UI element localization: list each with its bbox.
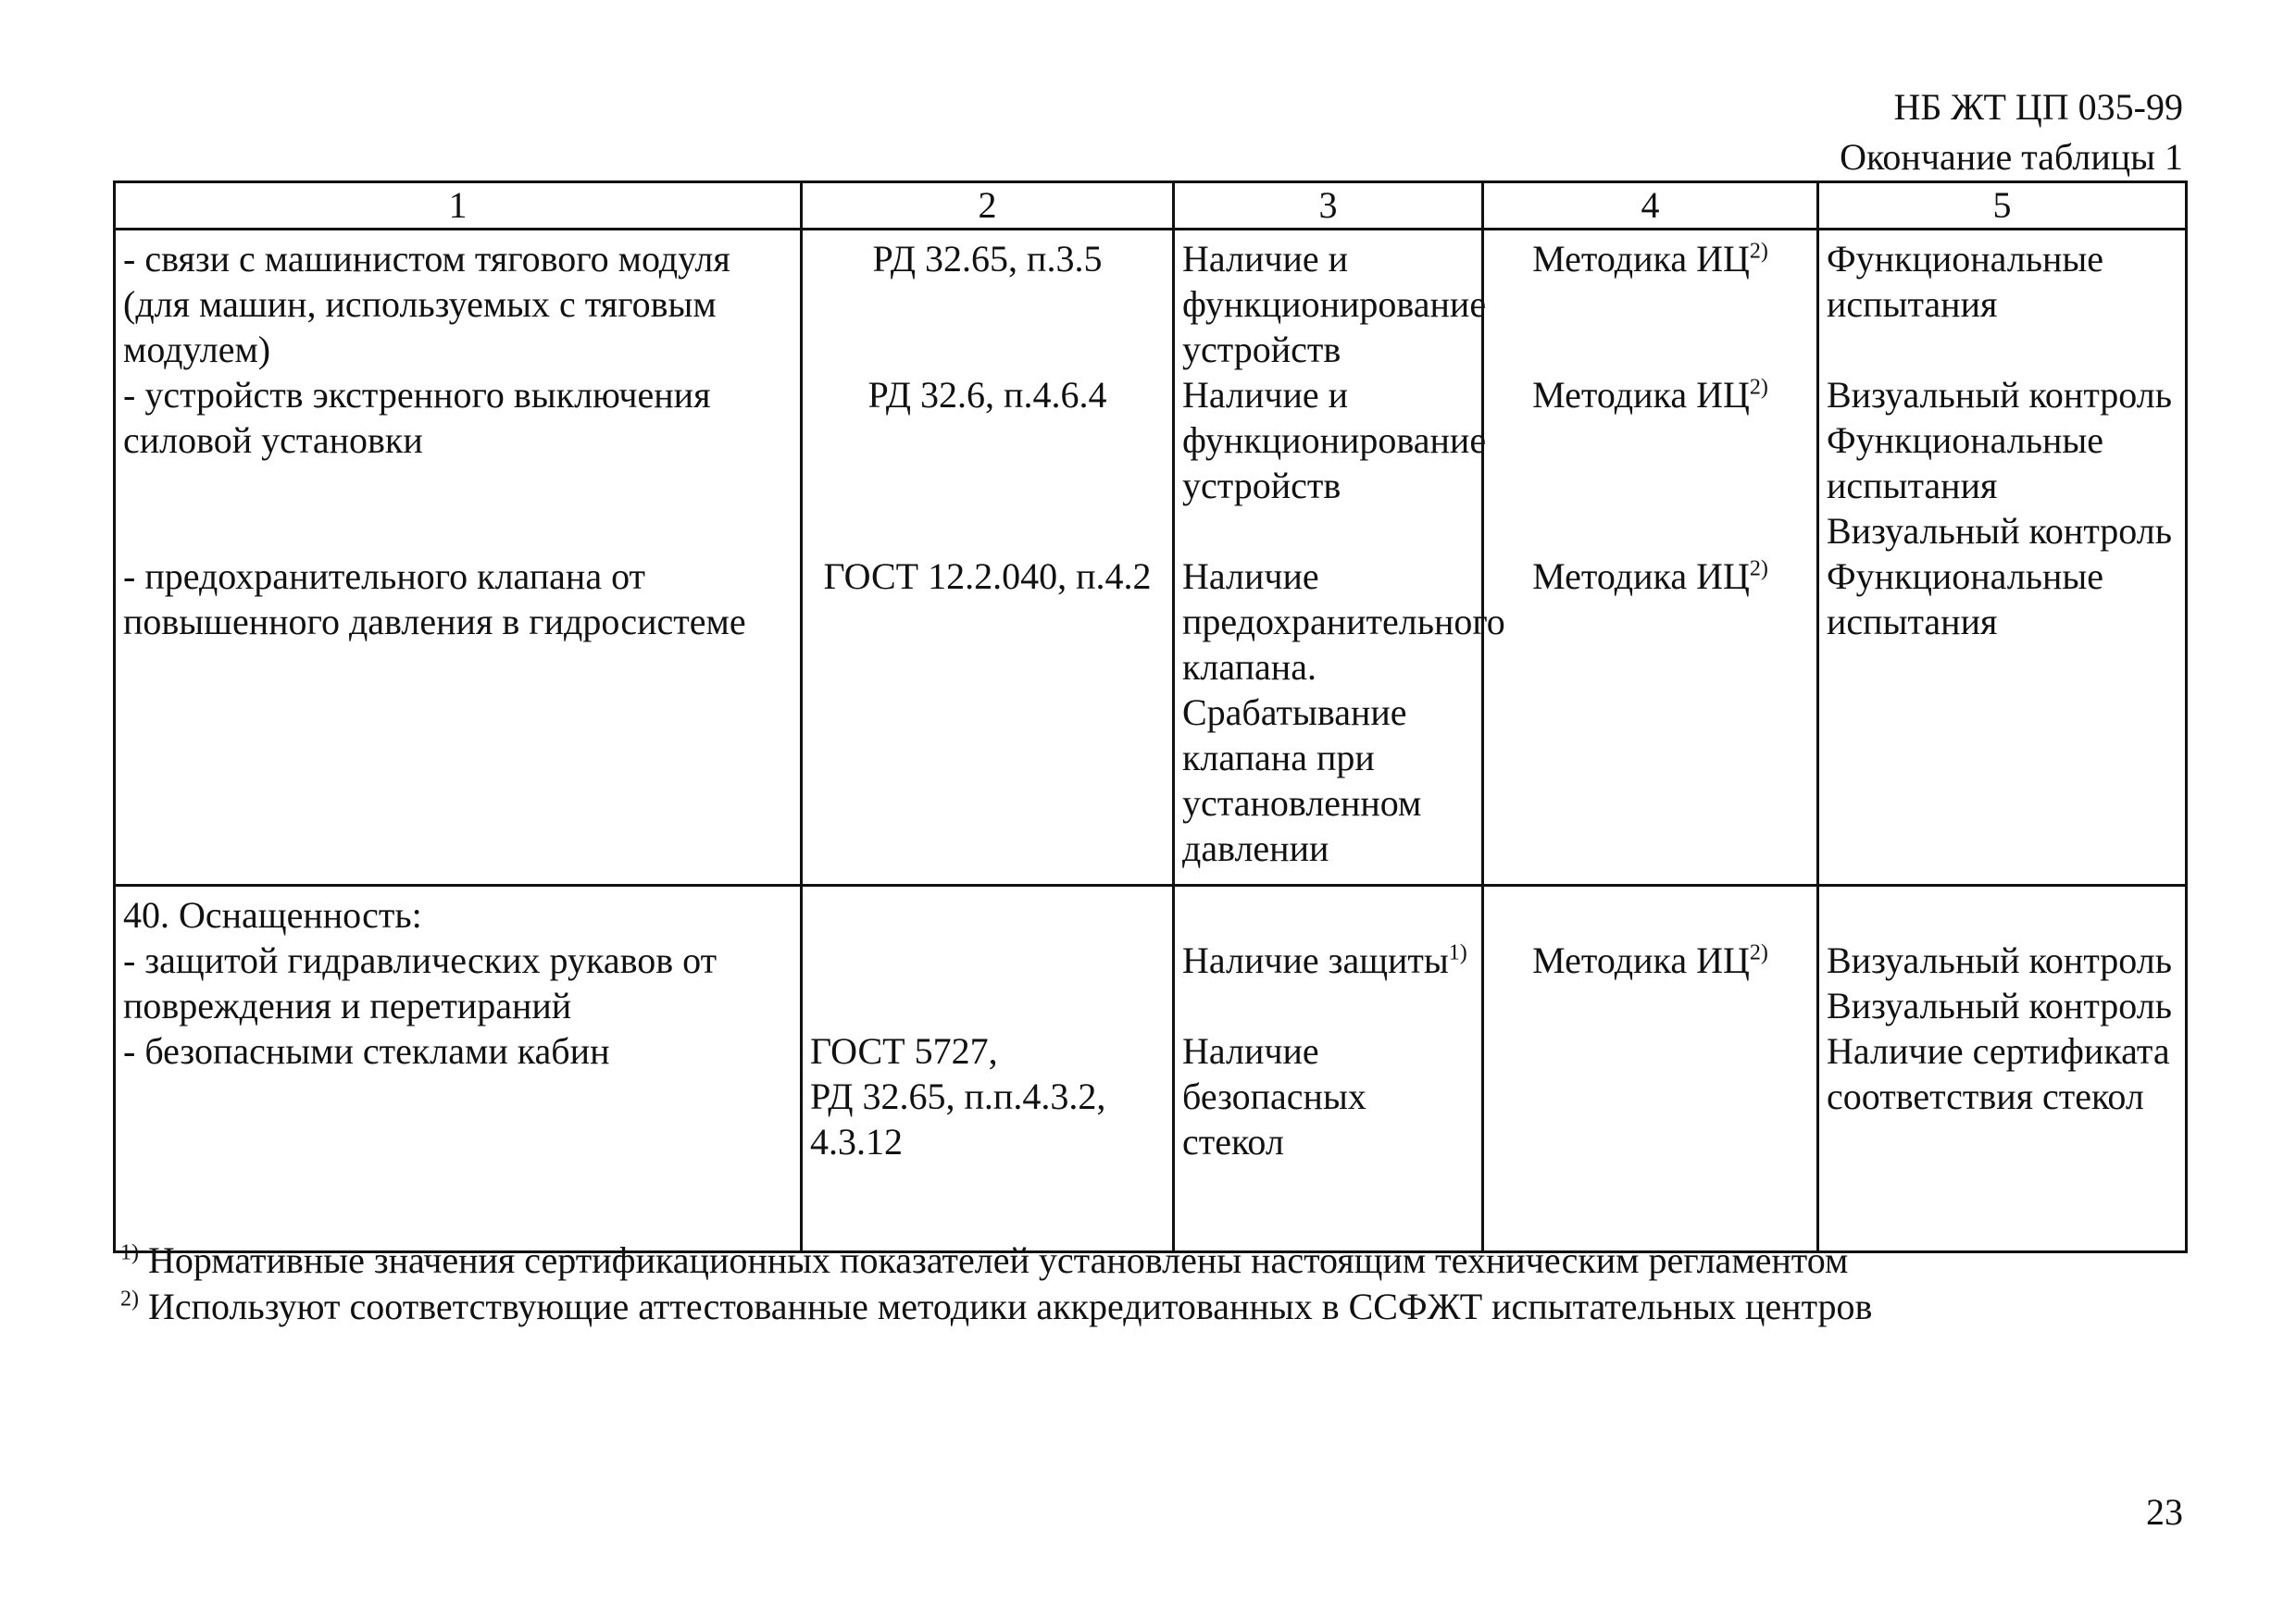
control-type: Визуальный контроль — [1827, 985, 2172, 1026]
cell-indicator — [115, 886, 802, 1252]
control-type: Наличие сертификата соответствия стекол — [1827, 1030, 2170, 1117]
footnote-ref: 1) — [1448, 940, 1467, 965]
method-label: Методика ИЦ — [1532, 555, 1750, 597]
indicator-safety-glass: - безопасными стеклами кабин — [123, 1030, 610, 1072]
footnote-text: Используют соответствующие аттестованные методики аккредитованных в ССФЖТ испытательных центров — [139, 1286, 1873, 1327]
indicator-hose-protection: - защитой гидравлических рукавов от повреждения и перетираний — [123, 939, 718, 1026]
doc-ref: 4.3.12 — [810, 1121, 903, 1163]
control-type: Функциональные испытания — [1827, 238, 2104, 325]
footnote-ref: 2) — [1749, 239, 1768, 264]
requirement-text — [1182, 938, 1474, 1028]
cell-indicator — [115, 230, 802, 886]
indicator-emergency-shutdown: - устройств экстренного выключения силовой установки — [123, 374, 711, 461]
doc-ref: РД 32.65, п.3.5 — [872, 238, 1103, 280]
cell-normative-doc — [802, 886, 1174, 1252]
footnote-1 — [120, 1238, 1848, 1283]
spacer — [810, 892, 1165, 1028]
footnote-ref: 2) — [1749, 940, 1768, 965]
spacer — [1827, 892, 2177, 938]
page-number: 23 — [2146, 1491, 2183, 1533]
requirement-text: Наличие предохранительного клапана. Срабатывание клапана при установленном давлении — [1182, 555, 1505, 869]
footnote-text: Нормативные значения сертификационных показателей установлены настоящим техническим регламентом — [139, 1239, 1849, 1281]
spacer — [1182, 892, 1474, 938]
table-header-row — [115, 182, 2187, 230]
cell-normative-doc — [802, 230, 1174, 886]
cell-method — [1483, 230, 1818, 886]
indicator-group-title: 40. Оснащенность: — [123, 894, 422, 936]
method-ref — [1491, 372, 1809, 554]
indicator-driver-link: - связи с машинистом тягового модуля (для машин, используемых с тяговым модулем) — [123, 238, 730, 370]
method-ref — [1491, 236, 1809, 372]
doc-ref: ГОСТ 12.2.040, п.4.2 — [823, 555, 1152, 597]
method-label: Методика ИЦ — [1532, 939, 1750, 981]
document-code: НБ ЖТ ЦП 035-99 — [1893, 86, 2183, 128]
footnote-ref: 2) — [1749, 556, 1768, 581]
column-header-5: 5 — [1818, 182, 2187, 230]
column-header-1: 1 — [115, 182, 802, 230]
cell-requirement — [1174, 230, 1505, 886]
control-type: Функциональные испытания — [1827, 555, 2104, 642]
cell-requirement — [1174, 886, 1483, 1252]
control-type: Визуальный контроль — [1827, 939, 2172, 981]
footnote-ref: 2) — [1749, 375, 1768, 400]
footnote-mark: 1) — [120, 1240, 139, 1265]
cell-method — [1483, 886, 1818, 1252]
control-type: Визуальный контроль — [1827, 374, 2172, 416]
method-ref — [1491, 938, 1809, 983]
cell-control-type — [1818, 886, 2187, 1252]
cell-control-type — [1818, 230, 2187, 886]
footnote-2 — [120, 1285, 1872, 1329]
footnote-mark: 2) — [120, 1287, 139, 1312]
doc-ref: РД 32.65, п.п.4.3.2, — [810, 1076, 1106, 1117]
doc-ref: РД 32.6, п.4.6.4 — [867, 374, 1107, 416]
column-header-3: 3 — [1174, 182, 1483, 230]
requirement-text: Наличие безопасных стекол — [1182, 1030, 1366, 1163]
requirement-text: Наличие и функционирование устройств — [1182, 374, 1487, 506]
control-type: Функциональные испытания — [1827, 419, 2104, 506]
table-row — [115, 886, 2187, 1252]
table-caption: Окончание таблицы 1 — [1840, 136, 2183, 178]
control-type: Визуальный контроль — [1827, 510, 2172, 552]
requirement-text: Наличие и функционирование устройств — [1182, 238, 1487, 370]
method-ref — [1491, 554, 1809, 599]
table-row — [115, 230, 2187, 886]
requirement-label: Наличие защиты — [1182, 939, 1449, 981]
indicator-safety-valve: - предохранительного клапана от повышенного давления в гидросистеме — [123, 555, 746, 642]
doc-ref: ГОСТ 5727, — [810, 1030, 998, 1072]
method-label: Методика ИЦ — [1532, 374, 1750, 416]
method-label: Методика ИЦ — [1532, 238, 1750, 280]
spec-table — [113, 180, 2188, 1253]
spacer — [1491, 892, 1809, 938]
column-header-4: 4 — [1483, 182, 1818, 230]
column-header-2: 2 — [802, 182, 1174, 230]
